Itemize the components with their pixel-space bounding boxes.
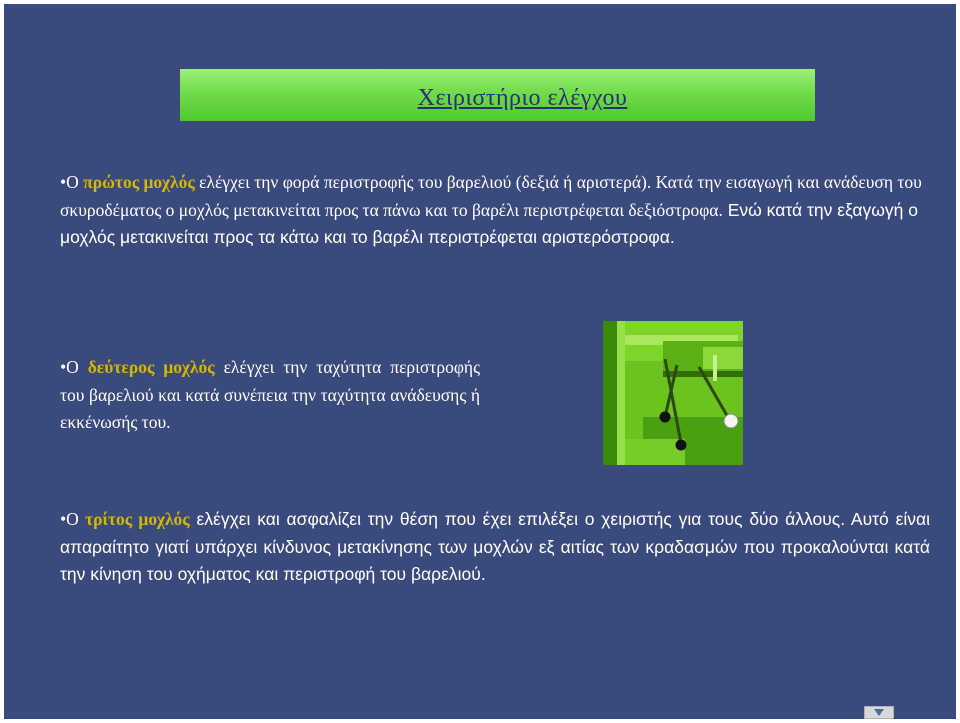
paragraph-text: Ενώ κατά την εξαγωγή ο μοχλός μετακινείται προς τα κάτω και το βαρέλι περιστρέφεται αριστερόστροφα.: [60, 199, 918, 247]
keyword-second-lever: δεύτερος μοχλός: [87, 357, 215, 377]
paragraph-first-lever: [60, 169, 930, 252]
navigation-icon[interactable]: [864, 706, 894, 719]
bullet: •Ο: [60, 357, 88, 377]
paragraph-third-lever: [60, 506, 930, 589]
paragraph-text: ελέγχει και ασφαλίζει την θέση που έχει επιλέξει ο χειριστής για τους δύο άλλους. Αυτό είναι απαραίτητο γιατί υπάρχει κίνδυνος μετακίνησης των μοχλών εξ αιτίας των κραδασμών που προκαλούνται κατά την κίνηση του οχήματος και περιστροφή του βαρελιού.: [60, 509, 931, 584]
paragraph-text: ελέγχει την ταχύτητα περιστροφής του βαρελιού και κατά συνέπεια την ταχύτητα ανάδευσης ή εκκένωσής του.: [60, 357, 480, 432]
bullet: •Ο: [60, 509, 86, 529]
paragraph-second-lever: [60, 354, 480, 437]
keyword-third-lever: τρίτος μοχλός: [85, 509, 190, 529]
slide-title: Χειριστήριο ελέγχου: [417, 84, 628, 111]
keyword-first-lever: πρώτος μοχλός: [83, 172, 195, 192]
bullet: •Ο: [60, 172, 84, 192]
control-levers-photo: [603, 321, 743, 465]
title-bar: [180, 69, 815, 121]
paragraph-text: ελέγχει την φορά περιστροφής του βαρελιού (δεξιά ή αριστερά). Κατά την εισαγωγή και ανάδευση του σκυροδέματος ο μοχλός μετακινείται προς τα πάνω και το βαρέλι περιστρέφεται δεξιόστροφα.: [60, 172, 922, 220]
